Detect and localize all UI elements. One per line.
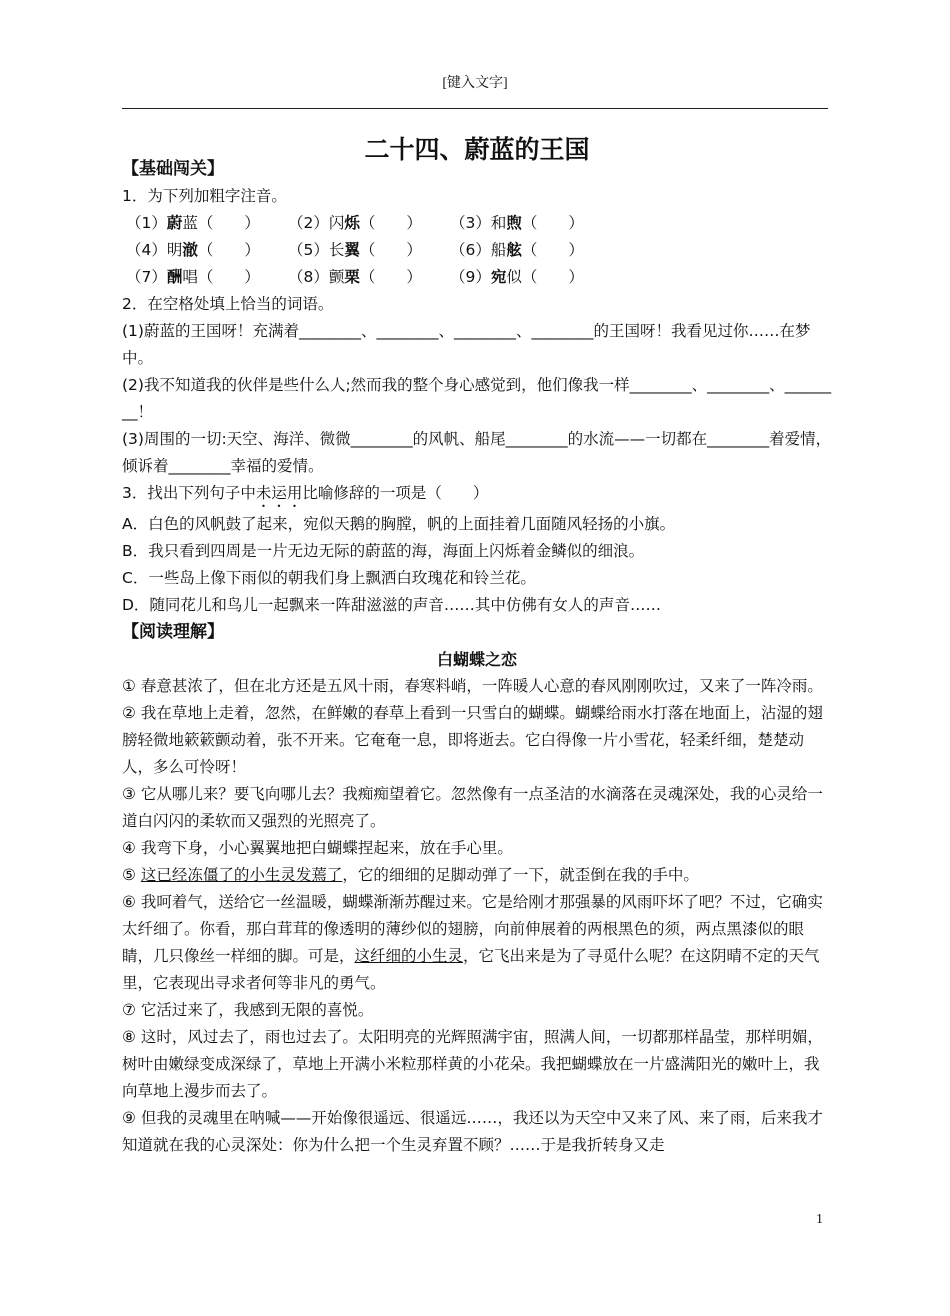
q1-item-rest: 唱（ ） xyxy=(182,268,260,286)
q1-item-rest: （ ） xyxy=(359,214,422,232)
q1-item xyxy=(126,264,288,291)
paragraph-6-underlined: 这纤细的小生灵 xyxy=(354,947,464,965)
q2-prompt: 2．在空格处填上恰当的词语。 xyxy=(122,295,334,313)
q1-item xyxy=(288,237,450,264)
q1-item-rest: （ ） xyxy=(359,268,422,286)
q3-prompt-start: 3．找出下列句子中 xyxy=(122,484,256,502)
q1-item-number: （5） xyxy=(288,241,329,259)
q1-item-prefix: 船 xyxy=(490,241,507,259)
paragraph-8: ⑧ 这时，风过去了，雨也过去了。太阳明亮的光辉照满宇宙，照满人间，一切都那样晶莹，那样明媚，树叶由嫩绿变成深绿了，草地上开满小米粒那样黄的小花朵。我把蝴蝶放在一片盛满阳光的嫩叶上，我向草地上漫步而去了。 xyxy=(122,1028,823,1100)
q1-item-target: 煦 xyxy=(506,214,522,232)
page-number: 1 xyxy=(816,1212,823,1227)
section-reading-heading: 【阅读理解】 xyxy=(122,622,224,642)
q1-item-target: 澈 xyxy=(182,241,198,259)
q1-item-number: （9） xyxy=(450,268,491,286)
q3-option-b: B．我只看到四周是一片无边无际的蔚蓝的海，海面上闪烁着金鳞似的细浪。 xyxy=(122,542,645,560)
q1-item-rest: 似（ ） xyxy=(506,268,584,286)
q1-prompt: 1．为下列加粗字注音。 xyxy=(122,187,287,205)
q1-item xyxy=(288,210,450,237)
q1-item xyxy=(450,264,612,291)
q2-sentence-2: (2)我不知道我的伙伴是些什么人;然而我的整个身心感觉到，他们像我一样________、________、________！ xyxy=(122,376,832,421)
q1-item-target: 酬 xyxy=(166,268,183,286)
paragraph-3: ③ 它从哪儿来？要飞向哪儿去？我痴痴望着它。忽然像有一点圣洁的水滴落在灵魂深处，我的心灵给一道白闪闪的柔软而又强烈的光照亮了。 xyxy=(122,785,823,830)
q1-item-prefix: 闪 xyxy=(328,214,345,232)
q1-item-prefix: 明 xyxy=(166,241,183,259)
q1-row xyxy=(122,237,832,264)
q1-item-target: 栗 xyxy=(344,268,360,286)
section-basic-heading: 【基础闯关】 xyxy=(122,159,224,179)
q1-item-rest: （ ） xyxy=(359,241,422,259)
q1-item-number: （1） xyxy=(126,214,167,232)
q1-item-target: 蔚 xyxy=(166,214,183,232)
q3-prompt xyxy=(122,480,832,511)
paragraph-9: ⑨ 但我的灵魂里在呐喊——开始像很遥远、很遥远……，我还以为天空中又来了风、来了雨，后来我才知道就在我的心灵深处：你为什么把一个生灵弃置不顾？……于是我折转身又走 xyxy=(122,1109,823,1154)
q1-item-number: （2） xyxy=(288,214,329,232)
document-body xyxy=(122,130,832,1159)
article-title: 白蝴蝶之恋 xyxy=(436,650,517,669)
q3-option-c: C．一些岛上像下雨似的朝我们身上飘洒白玫瑰花和铃兰花。 xyxy=(122,569,536,587)
q1-item-prefix: 长 xyxy=(328,241,345,259)
q1-item xyxy=(450,210,612,237)
q1-item-target: 翼 xyxy=(344,241,360,259)
paragraph-5-number: ⑤ xyxy=(122,866,141,884)
paragraph-6 xyxy=(122,889,832,997)
q1-item-target: 烁 xyxy=(344,214,360,232)
paragraph-1: ① 春意甚浓了，但在北方还是五风十雨，春寒料峭，一阵暖人心意的春风刚刚吹过，又来了一阵冷雨。 xyxy=(122,677,823,695)
q3-prompt-emphasis: 未运用 xyxy=(255,484,303,502)
q1-item-number: （4） xyxy=(126,241,167,259)
q1-item xyxy=(450,237,612,264)
page-header: [键入文字] xyxy=(442,76,508,91)
q1-item-rest: （ ） xyxy=(197,241,260,259)
q1-item xyxy=(126,210,288,237)
q1-item-number: （3） xyxy=(450,214,491,232)
paragraph-6-end: ，它飞出来是为了寻觅什么呢？在这阴晴不定的天气里，它表现出寻求者何等非凡的勇气。 xyxy=(122,947,820,992)
q1-item-rest: （ ） xyxy=(521,214,584,232)
paragraph-5-rest: ，它的细细的足脚动弹了一下，就歪倒在我的手中。 xyxy=(342,866,699,884)
q1-item-prefix: 颤 xyxy=(328,268,345,286)
paragraph-5 xyxy=(122,862,832,889)
q1-item-target: 宛 xyxy=(490,268,507,286)
header-divider xyxy=(122,108,828,109)
q2-sentence-1: (1)蔚蓝的王国呀！充满着________、________、________、________的王国呀！我看见过你……在梦中。 xyxy=(122,322,811,367)
q1-item-prefix: 和 xyxy=(490,214,507,232)
q2-sentence-3: (3)周围的一切:天空、海洋、微微________的风帆、船尾________的水流——一切都在________着爱情，倾诉着________幸福的爱情。 xyxy=(122,430,832,475)
q1-item-number: （7） xyxy=(126,268,167,286)
page-title: 二十四、蔚蓝的王国 xyxy=(364,135,590,164)
q1-row xyxy=(122,210,832,237)
q3-option-d: D．随同花儿和鸟儿一起飘来一阵甜滋滋的声音……其中仿佛有女人的声音…… xyxy=(122,596,661,614)
q1-item xyxy=(288,264,450,291)
q1-item xyxy=(126,237,288,264)
q1-item-rest: 蓝（ ） xyxy=(182,214,260,232)
paragraph-2: ② 我在草地上走着，忽然，在鲜嫩的春草上看到一只雪白的蝴蝶。蝴蝶给雨水打落在地面上，沾湿的翅膀轻微地簌簌颤动着，张不开来。它奄奄一息，即将逝去。它白得像一片小雪花，轻柔纤细，楚楚动人，多么可怜呀！ xyxy=(122,704,823,776)
q1-item-number: （6） xyxy=(450,241,491,259)
q1-row xyxy=(122,264,832,291)
q1-item-number: （8） xyxy=(288,268,329,286)
q1-item-rest: （ ） xyxy=(521,241,584,259)
q3-prompt-end: 比喻修辞的一项是（ ） xyxy=(302,484,489,502)
paragraph-6-start: ⑥ 我呵着气，送给它一丝温暖，蝴蝶渐渐苏醒过来。它是给刚才那强暴的风雨吓坏了吧？不过，它确实太纤细了。你看，那白茸茸的像透明的薄纱似的翅膀，向前伸展着的两根黑色的须，两点黑漆似的眼睛，几只像丝一样细的脚。可是， xyxy=(122,893,823,965)
paragraph-4: ④ 我弯下身，小心翼翼地把白蝴蝶捏起来，放在手心里。 xyxy=(122,839,513,857)
q3-option-a: A．白色的风帆鼓了起来，宛似天鹅的胸膛，帆的上面挂着几面随风轻扬的小旗。 xyxy=(122,515,676,533)
q1-items xyxy=(122,210,832,291)
paragraph-7: ⑦ 它活过来了，我感到无限的喜悦。 xyxy=(122,1001,374,1019)
q1-item-target: 舷 xyxy=(506,241,522,259)
paragraph-5-underlined: 这已经冻僵了的小生灵发蔫了 xyxy=(140,866,343,884)
